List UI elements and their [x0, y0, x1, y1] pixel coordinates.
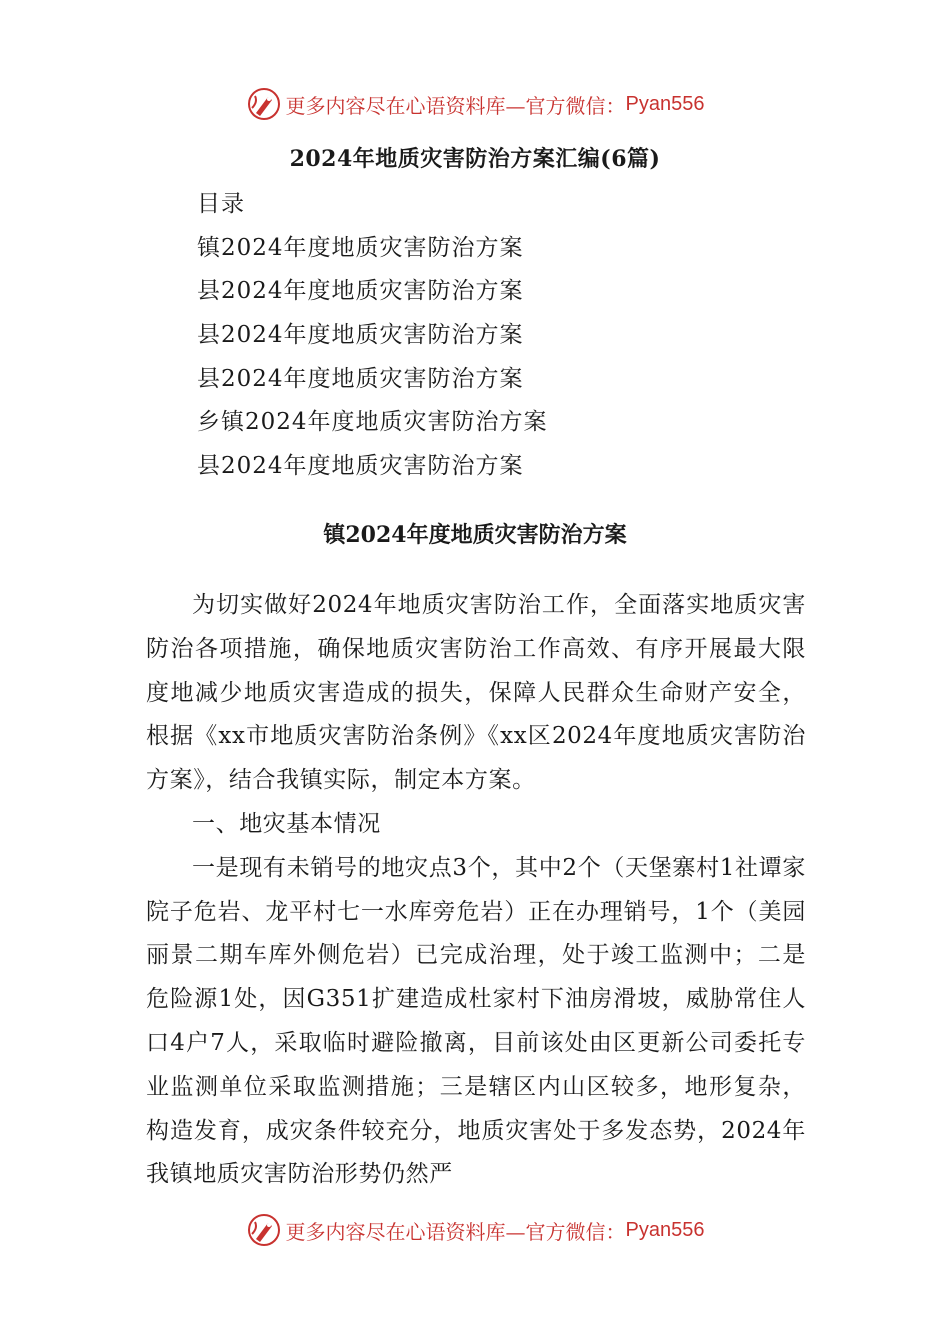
toc-item: 镇2024年度地质灾害防治方案: [197, 234, 524, 261]
watermark-text: 更多内容尽在心语资料库—官方微信：: [285, 1219, 626, 1244]
watermark-footer: [0, 1210, 950, 1250]
section-title: 镇2024年度地质灾害防治方案: [323, 522, 627, 548]
toc-heading: 目录: [197, 191, 245, 217]
watermark-wechat-id: Pyan556: [625, 1218, 705, 1241]
body-text: [146, 584, 806, 1197]
watermark-header: [0, 84, 950, 124]
paragraph: 一是现有未销号的地灾点3个，其中2个（天堡寨村1社谭家院子危岩、龙平村七一水库旁危岩）正在办理销号，1个（美园丽景二期车库外侧危岩）已完成治理，处于竣工监测中；二是危险源1处，因G351扩建造成杜家村下油房滑坡，威胁常住人口4户7人，采取临时避险撤离，目前该处由区更新公司委托专业监测单位采取监测措施；三是辖区内山区较多，地形复杂，构造发育，成灾条件较充分，地质灾害处于多发态势，2024年我镇地质灾害防治形势仍然严: [146, 854, 806, 1188]
paragraph: 为切实做好2024年地质灾害防治工作，全面落实地质灾害防治各项措施，确保地质灾害防治工作高效、有序开展最大限度地减少地质灾害造成的损失，保障人民群众生命财产安全，根据《xx市地质灾害防治条例》《xx区2024年度地质灾害防治方案》，结合我镇实际，制定本方案。: [146, 592, 806, 794]
table-of-contents: [197, 183, 797, 489]
toc-item: 县2024年度地质灾害防治方案: [197, 322, 524, 349]
pen-nib-logo-icon: [246, 86, 282, 122]
document-title: 2024年地质灾害防治方案汇编(6篇): [289, 146, 661, 172]
toc-item: 县2024年度地质灾害防治方案: [197, 365, 524, 392]
toc-item: 乡镇2024年度地质灾害防治方案: [197, 409, 548, 436]
toc-item: 县2024年度地质灾害防治方案: [197, 278, 524, 305]
watermark-wechat-id: Pyan556: [625, 92, 705, 115]
toc-item: 县2024年度地质灾害防治方案: [197, 453, 524, 480]
pen-nib-logo-icon: [246, 1212, 282, 1248]
section-heading: 一、地灾基本情况: [192, 810, 381, 837]
watermark-text: 更多内容尽在心语资料库—官方微信：: [285, 93, 626, 118]
